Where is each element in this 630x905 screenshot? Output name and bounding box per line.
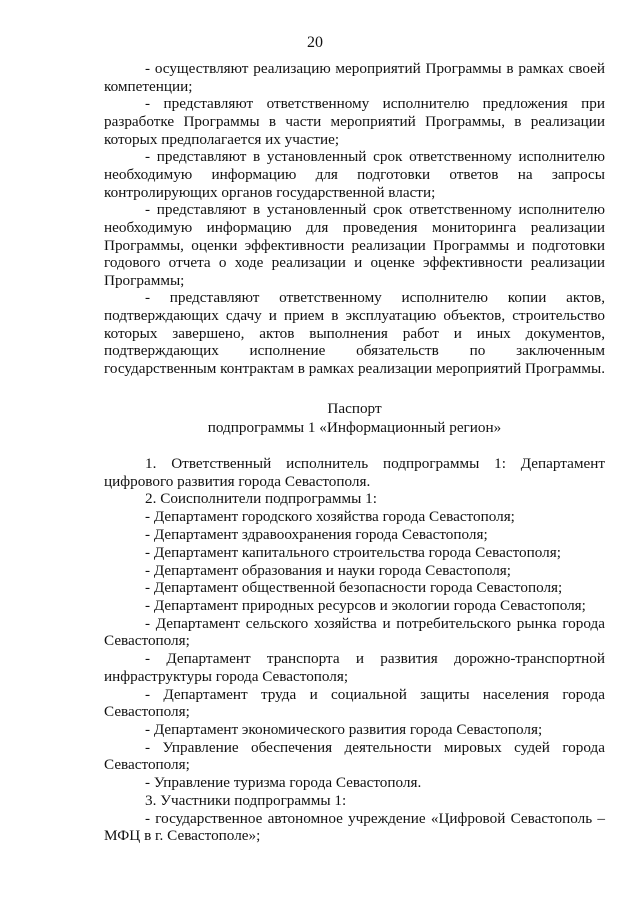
list-item: - Департамент общественной безопасности города Севастополя; — [145, 579, 563, 597]
section-heading — [104, 400, 605, 437]
list-item: 1. Ответственный исполнитель подпрограммы 1: Департамент цифрового развития города Севастополя. — [104, 455, 605, 490]
list-item: - представляют ответственному исполнителю копии актов, подтверждающих сдачу и прием в эксплуатацию объектов, строительство которых завершено, актов выполнения работ и иных документов, подтверждающих исполнение обязательств по заключенным государственным контрактам в рамках реализации мероприятий Программы. — [104, 289, 605, 377]
list-item: - Департамент здравоохранения города Севастополя; — [145, 525, 488, 543]
list-item: 3. Участники подпрограммы 1: — [145, 791, 347, 809]
list-item: - Департамент сельского хозяйства и потребительского рынка города Севастополя; — [104, 614, 605, 650]
list-item: - Управление туризма города Севастополя. — [145, 774, 422, 792]
list-item: - Департамент транспорта и развития дорожно-транспортной инфраструктуры города Севастополя; — [104, 650, 605, 685]
page-number: 20 — [307, 34, 323, 51]
list-item: - осуществляют реализацию мероприятий Программы в рамках своей компетенции; — [104, 60, 605, 95]
list-item: - Департамент городского хозяйства города Севастополя; — [145, 508, 515, 526]
list-item: 2. Соисполнители подпрограммы 1: — [145, 490, 377, 508]
passport-list — [104, 455, 605, 845]
list-item: - представляют в установленный срок ответственному исполнителю необходимую информацию для проведения мониторинга реализации Программы, оценки эффективности реализации Программы и подготовки годового отчета о ходе реализации и оценке эффективности реализации Программы; — [104, 201, 605, 289]
list-item: - представляют ответственному исполнителю предложения при разработке Программы в части мероприятий Программы, в реализации которых предполагается их участие; — [104, 95, 605, 148]
participants-duties-list — [104, 60, 605, 378]
list-item: - Департамент экономического развития города Севастополя; — [145, 720, 543, 738]
list-item: - Управление обеспечения деятельности мировых судей города Севастополя; — [104, 738, 605, 774]
list-item: - Департамент природных ресурсов и экологии города Севастополя; — [145, 597, 586, 615]
heading-subtitle: подпрограммы 1 «Информационный регион» — [207, 418, 502, 436]
list-item: - Департамент образования и науки города Севастополя; — [145, 561, 512, 579]
heading-title: Паспорт — [327, 400, 382, 417]
list-item: - государственное автономное учреждение «Цифровой Севастополь – МФЦ в г. Севастополе»; — [104, 809, 605, 845]
list-item: - представляют в установленный срок ответственному исполнителю необходимую информацию для подготовки ответов на запросы контролирующих органов государственной власти; — [104, 148, 605, 201]
list-item: - Департамент труда и социальной защиты населения города Севастополя; — [104, 685, 605, 721]
list-item: - Департамент капитального строительства города Севастополя; — [145, 543, 561, 561]
